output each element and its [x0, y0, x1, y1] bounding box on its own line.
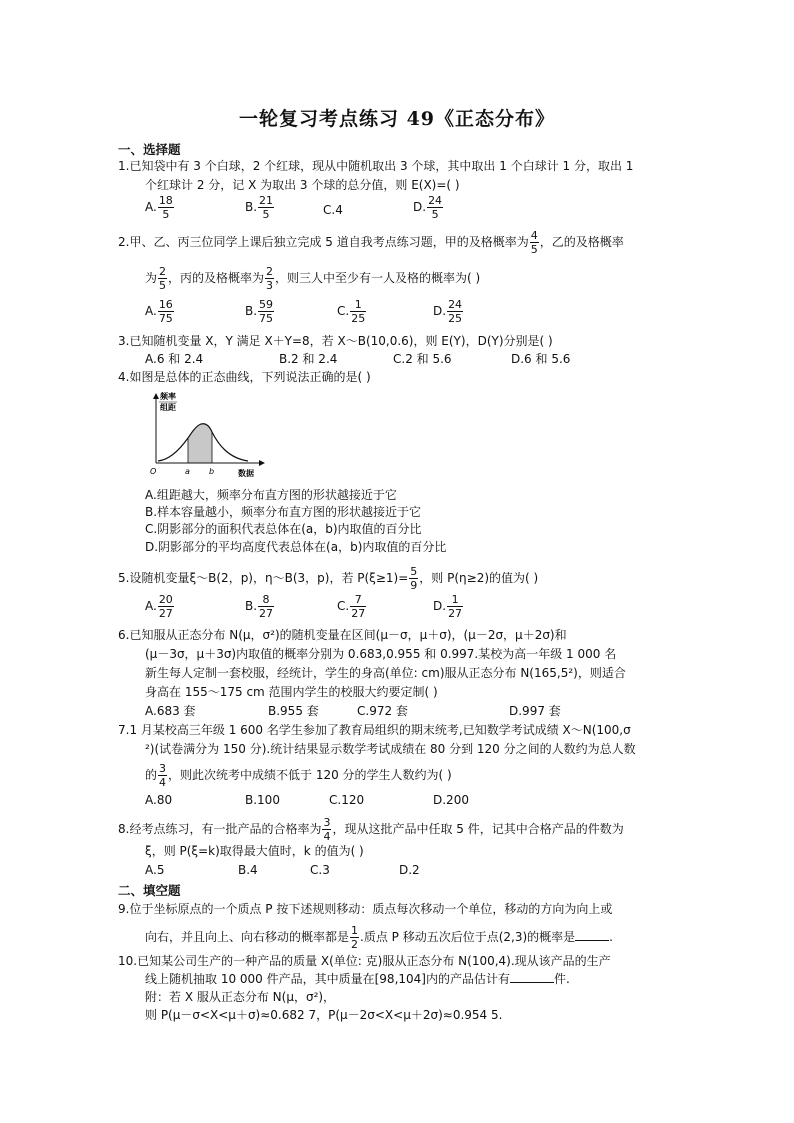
q5-stem: 5.设随机变量ξ～B(2，p)，η～B(3，p)，若 P(ξ≥1)= $\frac{5}{9}$ ，则 P(η≥2)的值为( ) [118, 565, 539, 592]
q7-stem-line-1: 7.1 月某校高三年级 1 600 名学生参加了教育局组织的期末统考,已知数学考试成绩 X～N(100,σ [118, 723, 631, 737]
q10-stem-line-2: 线上随机抽取 10 000 件产品，其中质量在[98,104]内的产品估计有 件. [145, 972, 570, 986]
q6-stem-line-2: (μ－3σ，μ＋3σ)内取值的概率分别为 0.683,0.955 和 0.997.某校为高一年级 1 000 名 [145, 647, 617, 661]
section-heading-fill: 二、填空题 [118, 883, 181, 898]
q1-stem-line-1: 1.已知袋中有 3 个白球，2 个红球，现从中随机取出 3 个球，其中取出 1 个白球计 1 分，取出 1 [118, 159, 634, 173]
q3-option-c: C.2 和 5.6 [393, 352, 452, 366]
q1-option-a: A. $\frac{18}{5}$ [145, 194, 173, 221]
q9-stem-line-2: 向右，并且向上、向右移动的概率都是 $\frac{1}{2}$ .质点 P 移动五次后位于点(2,3)的概率是 . [145, 924, 613, 951]
q5-option-a: A. $\frac{20}{27}$ [145, 593, 173, 620]
q5-option-b: B. $\frac{8}{27}$ [245, 593, 274, 620]
q9-stem-line-1: 9.位于坐标原点的一个质点 P 按下述规则移动：质点每次移动一个单位，移动的方向为向上或 [118, 902, 613, 916]
q4-option-a: A.组距越大，频率分布直方图的形状越接近于它 [145, 488, 397, 502]
q6-option-a: A.683 套 [145, 704, 196, 718]
y-label-bottom: 组距 [160, 403, 176, 412]
q4-option-b: B.样本容量越小，频率分布直方图的形状越接近于它 [145, 505, 422, 519]
q10-note-line-2: 则 P(μ－σ<X<μ＋σ)≈0.682 7，P(μ－2σ<X<μ＋2σ)≈0.954 5. [145, 1008, 503, 1022]
q4-stem: 4.如图是总体的正态曲线，下列说法正确的是( ) [118, 370, 371, 384]
q6-stem-line-4: 身高在 155～175 cm 范围内学生的校服大约要定制( ) [145, 685, 438, 699]
q8-option-c: C.3 [310, 863, 330, 877]
q6-stem-line-1: 6.已知服从正态分布 N(μ，σ²)的随机变量在区间(μ－σ，μ＋σ)，(μ－2σ，μ＋2σ)和 [118, 628, 567, 642]
tick-label-b: b [209, 467, 215, 476]
q6-option-c: C.972 套 [357, 704, 408, 718]
q3-option-a: A.6 和 2.4 [145, 352, 204, 366]
q4-option-c: C.阴影部分的面积代表总体在(a，b)内取值的百分比 [145, 522, 422, 536]
q8-stem-line-2: ξ，则 P(ξ=k)取得最大值时，k 的值为( ) [145, 844, 364, 858]
q2-option-c: C. $\frac{1}{25}$ [337, 298, 366, 325]
y-label-top: 频率 [160, 392, 176, 401]
q8-option-b: B.4 [238, 863, 258, 877]
q1-option-d: D. $\frac{24}{5}$ [413, 194, 443, 221]
q9-answer-blank [575, 929, 609, 941]
q10-note-line-1: 附：若 X 服从正态分布 N(μ，σ²)， [145, 990, 336, 1004]
q7-stem-line-2: ²)(试卷满分为 150 分).统计结果显示数学考试成绩在 80 分到 120 分之间的人数约为总人数 [145, 742, 636, 756]
q5-option-d: D. $\frac{1}{27}$ [433, 593, 463, 620]
normal-curve-figure [148, 388, 268, 484]
q7-option-c: C.120 [329, 793, 365, 807]
q1-option-c: C.4 [323, 203, 343, 217]
q8-option-d: D.2 [399, 863, 420, 877]
q7-option-d: D.200 [433, 793, 469, 807]
q7-stem-line-3: 的 $\frac{3}{4}$ ，则此次统考中成绩不低于 120 分的学生人数约为( ) [145, 762, 452, 789]
q2-stem-line-2: 为 $\frac{2}{5}$ ，丙的及格概率为 $\frac{2}{3}$ ，则三人中至少有一人及格的概率为( ) [145, 265, 481, 292]
q7-option-a: A.80 [145, 793, 173, 807]
q2-option-d: D. $\frac{24}{25}$ [433, 298, 463, 325]
shaded-area [188, 424, 212, 463]
q6-option-d: D.997 套 [509, 704, 561, 718]
q7-option-b: B.100 [245, 793, 280, 807]
q3-option-d: D.6 和 5.6 [511, 352, 571, 366]
section-heading-choice: 一、选择题 [118, 142, 181, 157]
origin-label: O [150, 467, 157, 476]
q3-stem: 3.已知随机变量 X，Y 满足 X＋Y=8，若 X～B(10,0.6)，则 E(Y)，D(Y)分别是( ) [118, 334, 553, 348]
q6-stem-line-3: 新生每人定制一套校服，经统计，学生的身高(单位: cm)服从正态分布 N(165,5²)，则适合 [145, 666, 626, 680]
q2-option-a: A. $\frac{16}{75}$ [145, 298, 173, 325]
q2-option-b: B. $\frac{59}{75}$ [245, 298, 274, 325]
q4-option-d: D.阴影部分的平均高度代表总体在(a，b)内取值的百分比 [145, 540, 447, 554]
q8-option-a: A.5 [145, 863, 165, 877]
q3-option-b: B.2 和 2.4 [279, 352, 338, 366]
tick-label-a: a [185, 467, 190, 476]
x-label: 数据 [238, 469, 254, 478]
q6-option-b: B.955 套 [268, 704, 319, 718]
q10-answer-blank [510, 971, 554, 983]
q1-stem-line-2: 个红球计 2 分，记 X 为取出 3 个球的总分值，则 E(X)=( ) [145, 178, 460, 192]
page-title: 一轮复习考点练习 49《正态分布》 [238, 108, 556, 130]
q2-stem-line-1: 2.甲、乙、丙三位同学上课后独立完成 5 道自我考点练习题，甲的及格概率为 $\frac{4}{5}$ ，乙的及格概率 [118, 229, 624, 256]
q10-stem-line-1: 10.已知某公司生产的一种产品的质量 X(单位: 克)服从正态分布 N(100,4).现从该产品的生产 [118, 954, 611, 968]
q5-option-c: C. $\frac{7}{27}$ [337, 593, 366, 620]
q1-option-b: B. $\frac{21}{5}$ [245, 194, 274, 221]
q8-stem-line-1: 8.经考点练习，有一批产品的合格率为 $\frac{3}{4}$ ，现从这批产品中任取 5 件，记其中合格产品的件数为 [118, 816, 624, 843]
